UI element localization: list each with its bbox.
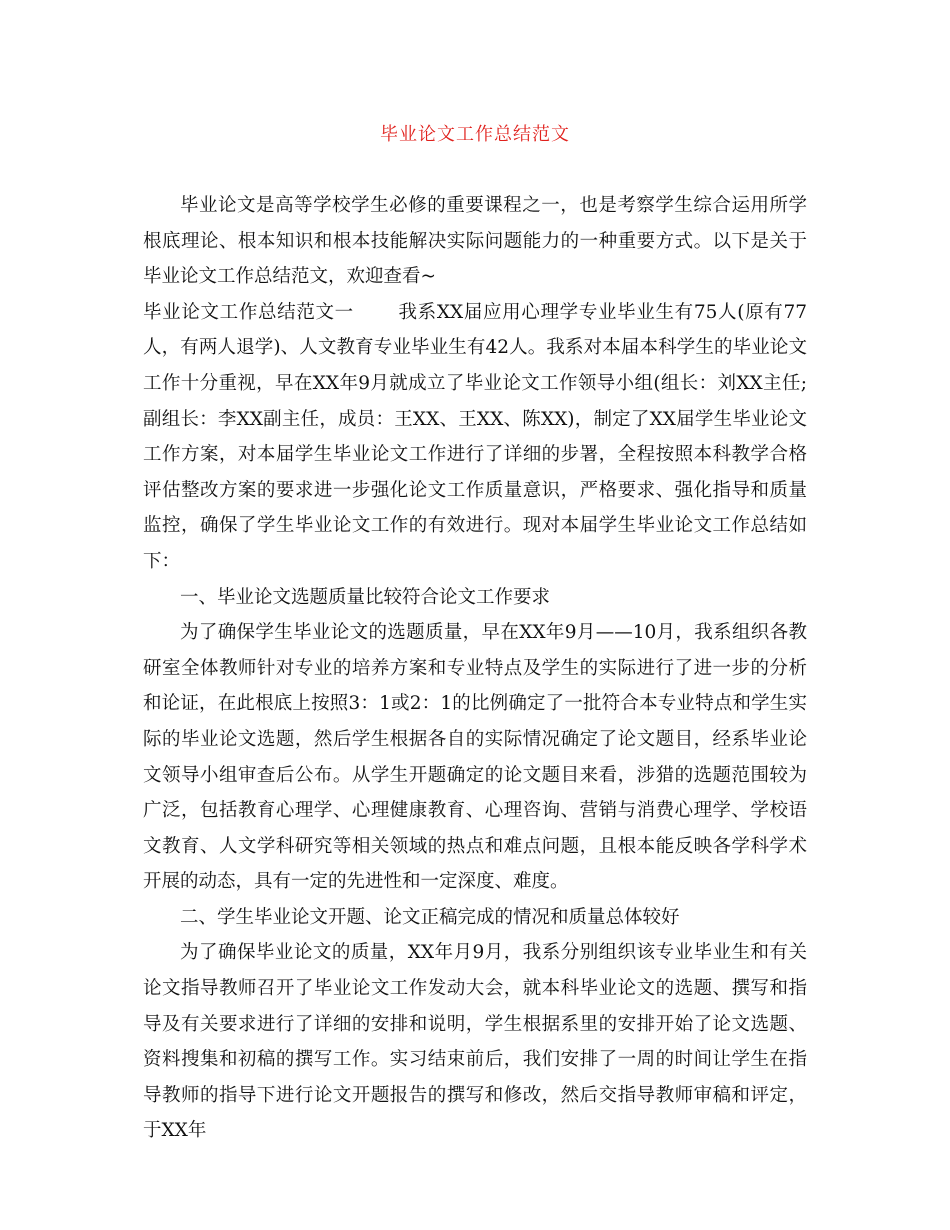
- intro-paragraph: 毕业论文是高等学校学生必修的重要课程之一，也是考察学生综合运用所学根底理论、根本知识和根本技能解决实际问题能力的一种重要方式。以下是关于毕业论文工作总结范文，欢迎查看~: [143, 195, 807, 288]
- section-2-heading: 二、学生毕业论文开题、论文正稿完成的情况和质量总体较好: [180, 906, 680, 928]
- sample-paragraph-text: 我系XX届应用心理学专业毕业生有75人(原有77人，有两人退学)、人文教育专业毕业生有42人。我系对本届本科学生的毕业论文工作十分重视，早在XX年9月就成立了毕业论文工作领导小组(组长：刘XX主任;副组长：李XX副主任，成员：王XX、王XX、陈XX)，制定了XX届学生毕业论文工作方案，对本届学生毕业论文工作进行了详细的步署，全程按照本科教学合格评估整改方案的要求进一步强化论文工作质量意识，严格要求、强化指导和质量监控，确保了学生毕业论文工作的有效进行。现对本届学生毕业论文工作总结如下：: [143, 301, 807, 572]
- section-1-paragraph: 为了确保学生毕业论文的选题质量，早在XX年9月——10月，我系组织各教研室全体教师针对专业的培养方案和专业特点及学生的实际进行了进一步的分析和论证，在此根底上按照3：1或2：1的比例确定了一批符合本专业特点和学生实际的毕业论文选题，然后学生根据各自的实际情况确定了论文题目，经系毕业论文领导小组审查后公布。从学生开题确定的论文题目来看，涉猎的选题范围较为广泛，包括教育心理学、心理健康教育、心理咨询、营销与消费心理学、学校语文教育、人文学科研究等相关领域的热点和难点问题，且根本能反映各学科学术开展的动态，具有一定的先进性和一定深度、难度。: [143, 622, 807, 893]
- sample-paragraph: [143, 295, 807, 580]
- document-title: 毕业论文工作总结范文: [380, 124, 570, 145]
- section-1-heading: 一、毕业论文选题质量比较符合论文工作要求: [180, 586, 551, 608]
- section-2-paragraph: 为了确保毕业论文的质量，XX年月9月，我系分别组织该专业毕业生和有关论文指导教师召开了毕业论文工作发动大会，就本科毕业论文的选题、撰写和指导及有关要求进行了详细的安排和说明，学生根据系里的安排开始了论文选题、资料搜集和初稿的撰写工作。实习结束前后，我们安排了一周的时间让学生在指导教师的指导下进行论文开题报告的撰写和修改，然后交指导教师审稿和评定，于XX年: [143, 942, 807, 1142]
- document-body: [143, 188, 807, 1149]
- sample-heading: 毕业论文工作总结范文一: [143, 301, 354, 323]
